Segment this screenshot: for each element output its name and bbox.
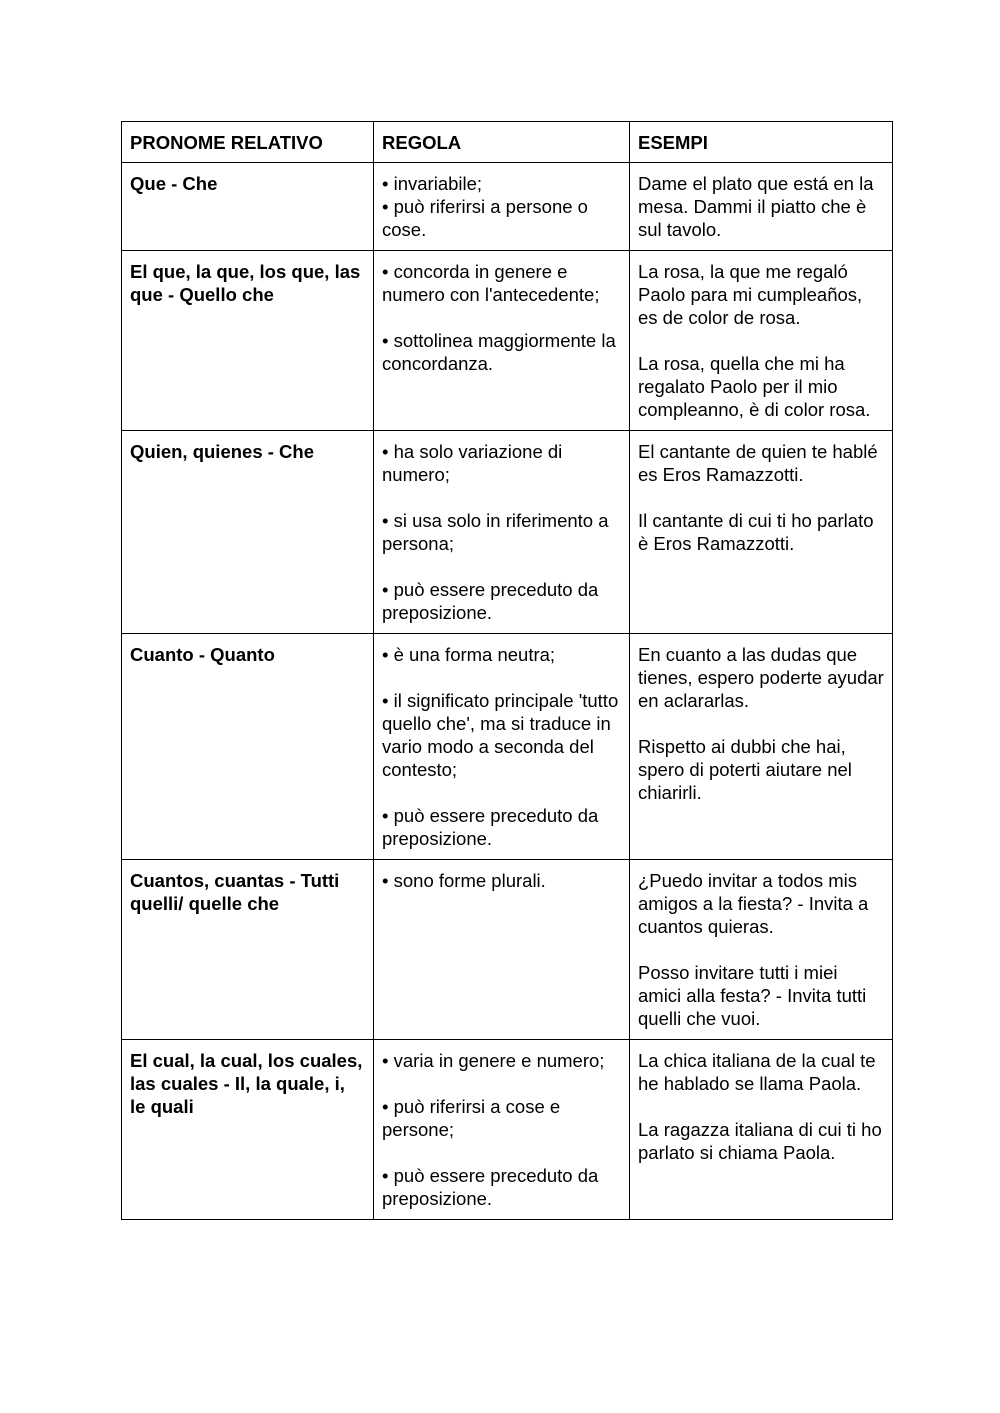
header-esempi: ESEMPI bbox=[630, 122, 893, 163]
regola-cell bbox=[374, 251, 630, 431]
esempi-line: En cuanto a las dudas que tienes, espero poderte ayudar en aclararlas. bbox=[638, 644, 884, 711]
regola-paragraph bbox=[382, 440, 621, 486]
regola-paragraph bbox=[382, 689, 621, 781]
regola-line: • può essere preceduto da preposizione. bbox=[382, 1165, 599, 1209]
esempi-line: El cantante de quien te hablé es Eros Ramazzotti. bbox=[638, 441, 878, 485]
regola-line: • è una forma neutra; bbox=[382, 644, 556, 665]
table-row bbox=[122, 1040, 893, 1220]
pronome-cell: Cuantos, cuantas - Tutti quelli/ quelle che bbox=[122, 860, 374, 1040]
esempi-line: Rispetto ai dubbi che hai, spero di poterti aiutare nel chiarirli. bbox=[638, 736, 852, 803]
regola-cell bbox=[374, 634, 630, 860]
regola-paragraph bbox=[382, 172, 621, 241]
esempi-line: Dame el plato que está en la mesa. Dammi il piatto che è sul tavolo. bbox=[638, 173, 874, 240]
regola-paragraph bbox=[382, 869, 621, 892]
regola-paragraph bbox=[382, 509, 621, 555]
table-row bbox=[122, 860, 893, 1040]
regola-line: • sono forme plurali. bbox=[382, 870, 546, 891]
table-header-row bbox=[122, 122, 893, 163]
esempi-paragraph bbox=[638, 440, 884, 486]
regola-cell bbox=[374, 431, 630, 634]
pronome-cell: Cuanto - Quanto bbox=[122, 634, 374, 860]
esempi-paragraph bbox=[638, 1049, 884, 1095]
regola-line: • può riferirsi a cose e persone; bbox=[382, 1096, 561, 1140]
regola-paragraph bbox=[382, 804, 621, 850]
regola-paragraph bbox=[382, 329, 621, 375]
esempi-paragraph bbox=[638, 260, 884, 329]
regola-line: • il significato principale 'tutto quello che', ma si traduce in vario modo a seconda del contesto; bbox=[382, 690, 619, 780]
table-row bbox=[122, 431, 893, 634]
header-regola: REGOLA bbox=[374, 122, 630, 163]
esempi-cell bbox=[630, 860, 893, 1040]
esempi-paragraph bbox=[638, 961, 884, 1030]
table-row bbox=[122, 163, 893, 251]
pronome-cell: Quien, quienes - Che bbox=[122, 431, 374, 634]
esempi-line: La chica italiana de la cual te he hablado se llama Paola. bbox=[638, 1050, 876, 1094]
esempi-line: ¿Puedo invitar a todos mis amigos a la fiesta? - Invita a cuantos quieras. bbox=[638, 870, 869, 937]
esempi-paragraph bbox=[638, 735, 884, 804]
regola-line: • ha solo variazione di numero; bbox=[382, 441, 563, 485]
regola-paragraph bbox=[382, 260, 621, 306]
relative-pronouns-table bbox=[121, 121, 893, 1220]
regola-line: • può essere preceduto da preposizione. bbox=[382, 805, 599, 849]
esempi-paragraph bbox=[638, 509, 884, 555]
pronome-cell: El que, la que, los que, las que - Quello che bbox=[122, 251, 374, 431]
table-row bbox=[122, 251, 893, 431]
esempi-paragraph bbox=[638, 869, 884, 938]
table-body bbox=[122, 163, 893, 1220]
regola-line: • varia in genere e numero; bbox=[382, 1050, 605, 1071]
regola-paragraph bbox=[382, 1095, 621, 1141]
esempi-paragraph bbox=[638, 172, 884, 241]
regola-line: • può essere preceduto da preposizione. bbox=[382, 579, 599, 623]
regola-paragraph bbox=[382, 1164, 621, 1210]
esempi-paragraph bbox=[638, 643, 884, 712]
regola-line: • si usa solo in riferimento a persona; bbox=[382, 510, 609, 554]
regola-paragraph bbox=[382, 1049, 621, 1072]
esempi-line: La rosa, quella che mi ha regalato Paolo per il mio compleanno, è di color rosa. bbox=[638, 353, 871, 420]
pronome-cell: El cual, la cual, los cuales, las cuales - Il, la quale, i, le quali bbox=[122, 1040, 374, 1220]
header-pronome-relativo: PRONOME RELATIVO bbox=[122, 122, 374, 163]
esempi-paragraph bbox=[638, 1118, 884, 1164]
document-page bbox=[121, 121, 892, 1220]
esempi-cell bbox=[630, 431, 893, 634]
regola-line: • può riferirsi a persone o cose. bbox=[382, 196, 588, 240]
regola-paragraph bbox=[382, 643, 621, 666]
regola-paragraph bbox=[382, 578, 621, 624]
esempi-cell bbox=[630, 634, 893, 860]
esempi-cell bbox=[630, 251, 893, 431]
esempi-line: Il cantante di cui ti ho parlato è Eros Ramazzotti. bbox=[638, 510, 874, 554]
regola-cell bbox=[374, 163, 630, 251]
regola-cell bbox=[374, 860, 630, 1040]
pronome-cell: Que - Che bbox=[122, 163, 374, 251]
regola-line: • sottolinea maggiormente la concordanza. bbox=[382, 330, 616, 374]
esempi-line: La rosa, la que me regaló Paolo para mi cumpleaños, es de color de rosa. bbox=[638, 261, 863, 328]
esempi-paragraph bbox=[638, 352, 884, 421]
table-row bbox=[122, 634, 893, 860]
regola-cell bbox=[374, 1040, 630, 1220]
esempi-line: La ragazza italiana di cui ti ho parlato si chiama Paola. bbox=[638, 1119, 882, 1163]
esempi-cell bbox=[630, 1040, 893, 1220]
regola-line: • invariabile; bbox=[382, 173, 483, 194]
regola-line: • concorda in genere e numero con l'antecedente; bbox=[382, 261, 600, 305]
esempi-cell bbox=[630, 163, 893, 251]
esempi-line: Posso invitare tutti i miei amici alla festa? - Invita tutti quelli che vuoi. bbox=[638, 962, 867, 1029]
